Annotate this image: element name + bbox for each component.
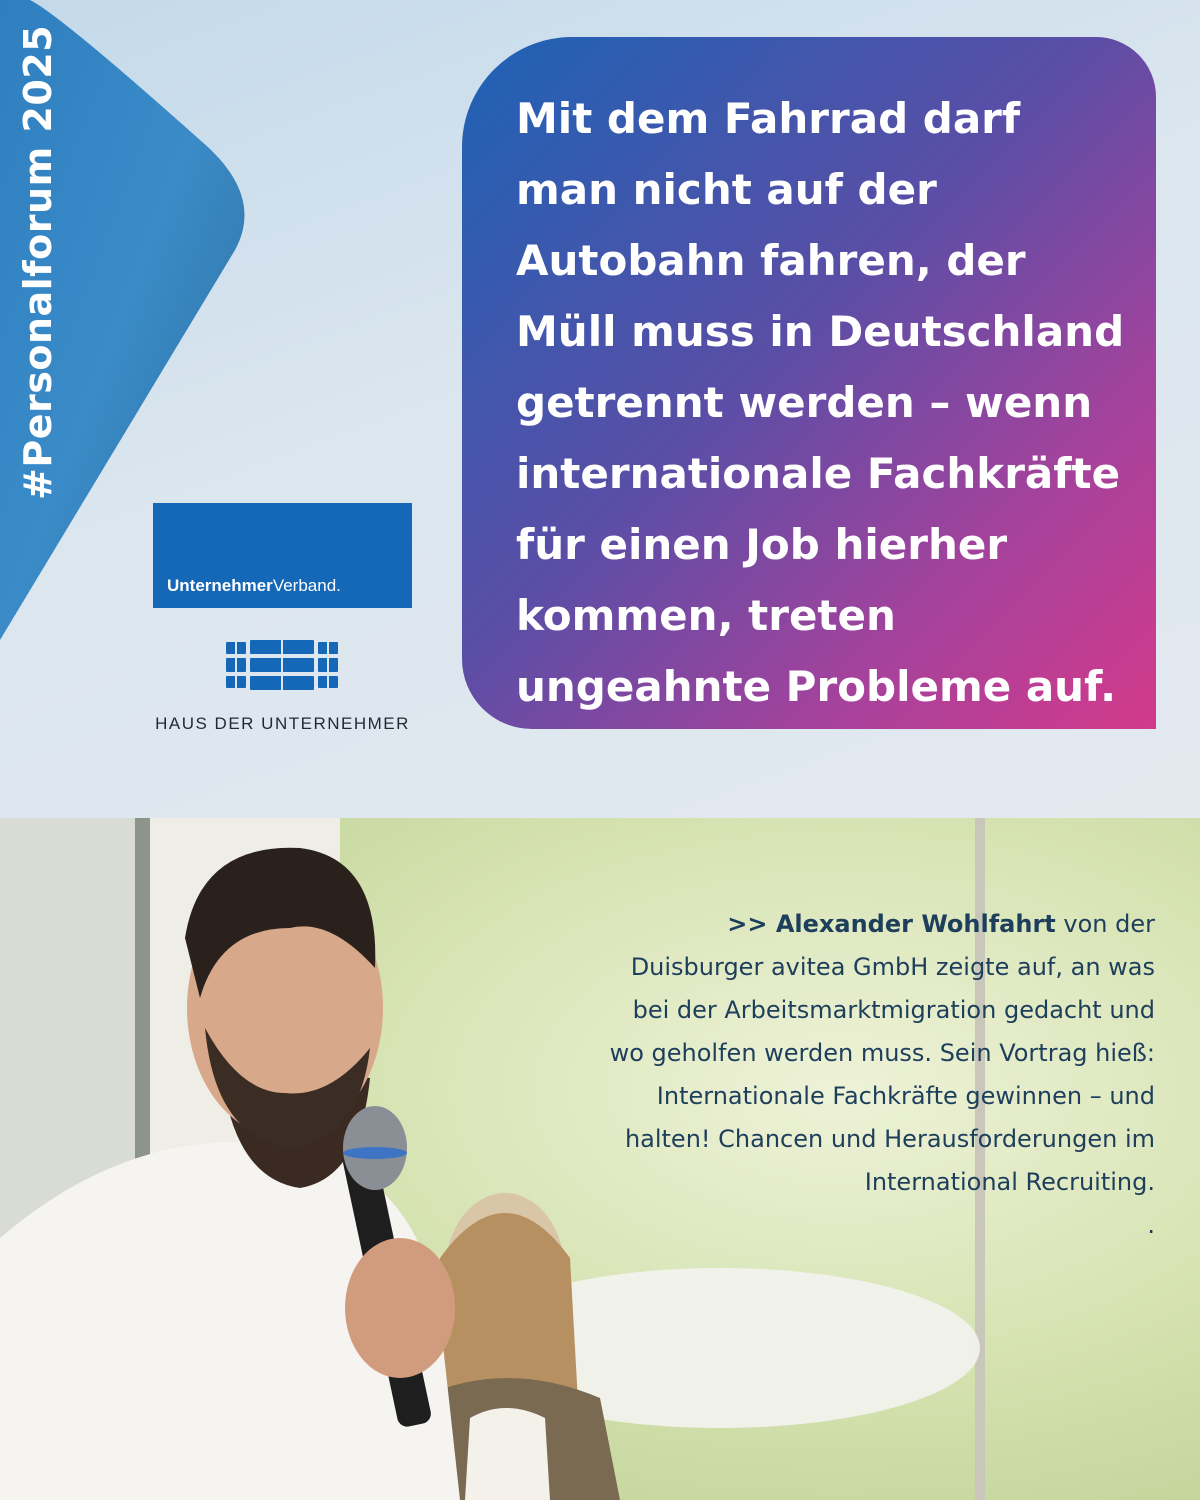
speaker-name: Alexander Wohlfahrt — [775, 910, 1056, 938]
caption-text: von der Duisburger avitea GmbH zeigte auf, an was bei der Arbeitsmarktmigration gedacht und wo geholfen werden muss. Sein Vortrag hieß: Internationale Fachkräfte gewinnen – und halten! Chancen und Herausforderungen im International Recruiting. — [609, 910, 1155, 1196]
logo-text — [167, 576, 341, 596]
logo-text-bold: Unternehmer — [167, 576, 273, 595]
caption-prefix: >> — [727, 910, 776, 938]
haus-der-unternehmer-label: HAUS DER UNTERNEHMER — [155, 714, 410, 733]
caption-trailing: . — [1147, 1211, 1155, 1239]
haus-der-unternehmer-emblem — [226, 640, 338, 692]
logo-text-light: Verband. — [272, 576, 341, 595]
caption — [595, 903, 1155, 1247]
unternehmerverband-logo — [153, 503, 412, 608]
hashtag-label: #Personalforum 2025 — [16, 24, 60, 500]
quote-text: Mit dem Fahrrad darf man nicht auf der Autobahn fahren, der Müll muss in Deutschland getrennt werden – wenn internationale Fachkräfte für einen Job hierher kommen, treten ungeahnte Probleme auf. — [516, 94, 1125, 711]
quote-box — [462, 37, 1156, 729]
speaker-photo — [0, 818, 1200, 1500]
